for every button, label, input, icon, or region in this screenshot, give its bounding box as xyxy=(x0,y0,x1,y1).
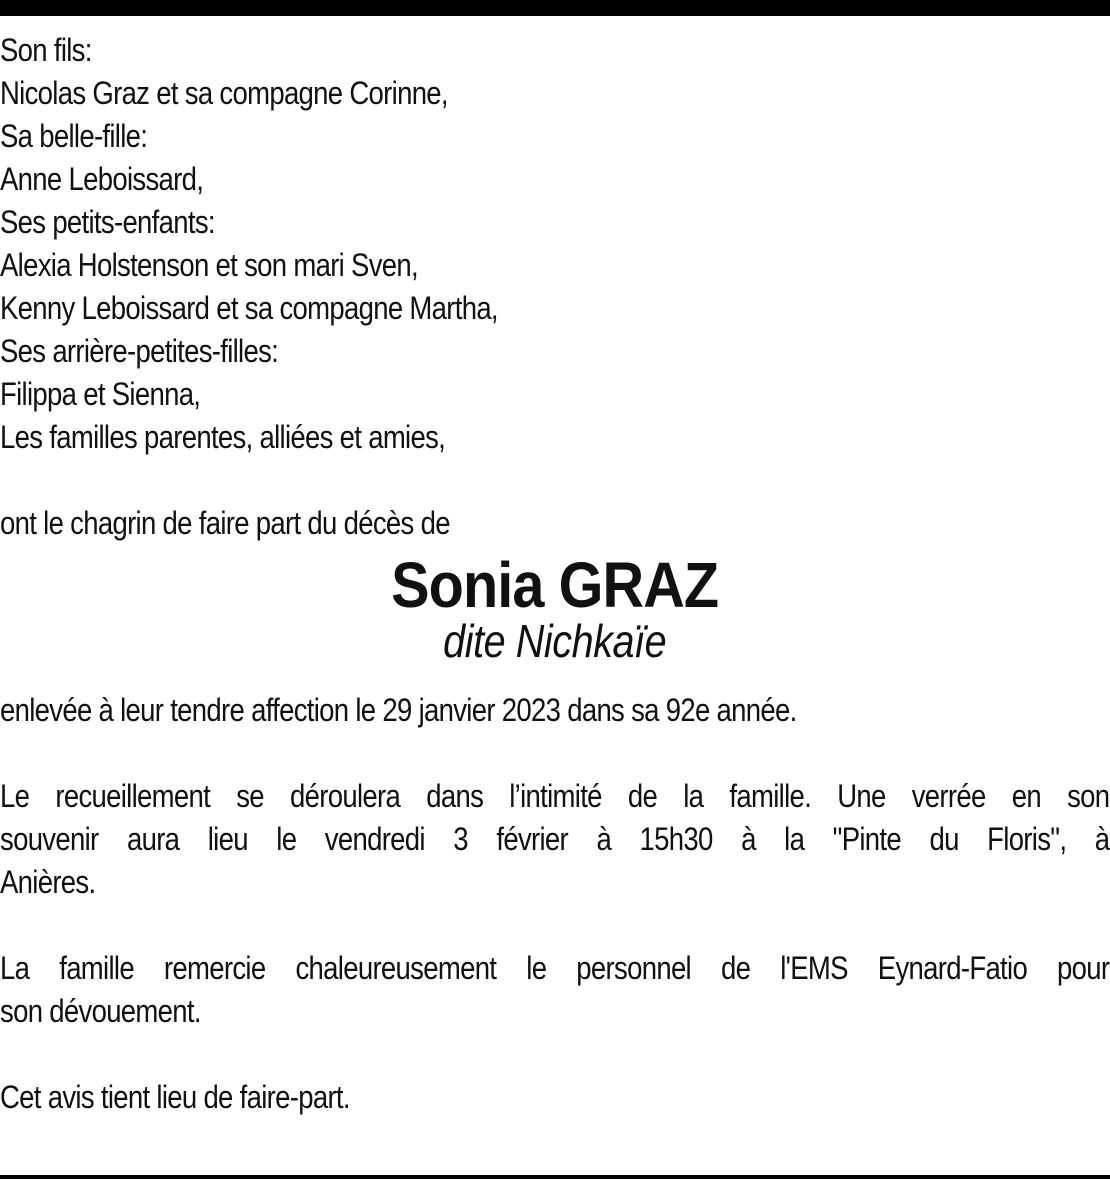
thanks-line: son dévouement. xyxy=(0,993,201,1029)
family-line: Son fils: xyxy=(0,32,92,68)
spacer xyxy=(0,459,1110,502)
closing-text: Cet avis tient lieu de faire-part. xyxy=(0,1079,350,1115)
family-line: Les familles parentes, alliées et amies, xyxy=(0,419,446,455)
bottom-rule xyxy=(0,1175,1110,1179)
thanks-line: La famille remercie chaleureusement le personnel de l'EMS Eynard-Fatio pour xyxy=(0,950,1110,986)
ceremony-line: Le recueillement se déroulera dans l’intimité de la famille. Une verrée en son xyxy=(0,778,1110,814)
spacer xyxy=(0,904,1110,947)
family-line: Nicolas Graz et sa compagne Corinne, xyxy=(0,75,448,111)
ceremony-paragraph xyxy=(0,775,1110,904)
spacer xyxy=(0,1033,1110,1076)
ceremony-line: Anières. xyxy=(0,864,96,900)
family-line: Kenny Leboissard et sa compagne Martha, xyxy=(0,290,498,326)
death-notice-text: enlevée à leur tendre affection le 29 janvier 2023 dans sa 92e année. xyxy=(0,692,797,728)
family-list xyxy=(0,29,1110,459)
spacer xyxy=(0,732,1110,775)
ceremony-line: souvenir aura lieu le vendredi 3 février à 15h30 à la "Pinte du Floris", à xyxy=(0,821,1110,857)
deceased-nickname: dite Nichkaïe xyxy=(443,615,667,667)
thanks-paragraph xyxy=(0,947,1110,1033)
family-line: Anne Leboissard, xyxy=(0,161,204,197)
obituary-notice xyxy=(0,29,1110,1119)
deceased-name: Sonia GRAZ xyxy=(391,549,719,621)
family-line: Filippa et Sienna, xyxy=(0,376,201,412)
deceased-block xyxy=(0,549,1110,667)
top-rule xyxy=(0,0,1110,16)
announcement-text: ont le chagrin de faire part du décès de xyxy=(0,505,450,541)
family-line: Alexia Holstenson et son mari Sven, xyxy=(0,247,419,283)
family-line: Ses arrière-petites-filles: xyxy=(0,333,279,369)
family-line: Sa belle-fille: xyxy=(0,118,148,154)
family-line: Ses petits-enfants: xyxy=(0,204,215,240)
